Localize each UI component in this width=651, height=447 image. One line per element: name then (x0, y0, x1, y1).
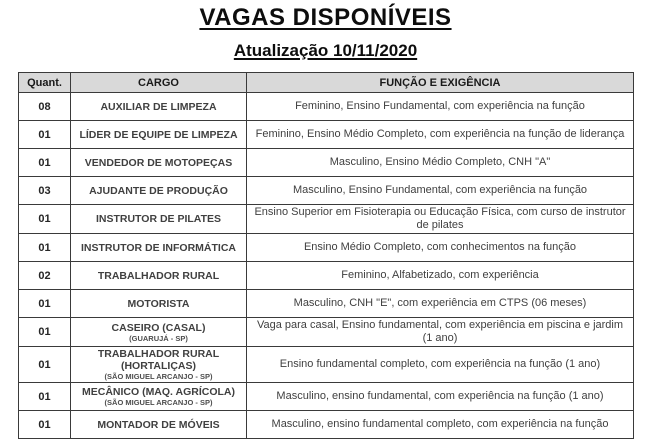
cargo-location: (GUARUJÁ - SP) (129, 333, 188, 343)
table-header-row (19, 73, 634, 93)
cargo-cell (71, 93, 247, 121)
funcao-cell: Vaga para casal, Ensino fundamental, com experiência em piscina e jardim (1 ano) (247, 318, 634, 347)
cargo-cell (71, 318, 247, 347)
cargo-cell (71, 290, 247, 318)
quantity-cell: 08 (19, 93, 71, 121)
funcao-cell: Masculino, Ensino Médio Completo, CNH "A" (247, 149, 634, 177)
cargo-name: AJUDANTE DE PRODUÇÃO (89, 184, 228, 197)
funcao-cell: Masculino, CNH "E", com experiência em CTPS (06 meses) (247, 290, 634, 318)
cargo-cell (71, 234, 247, 262)
cargo-cell (71, 411, 247, 439)
table-row (19, 383, 634, 411)
table-row (19, 93, 634, 121)
cargo-name: MONTADOR DE MÓVEIS (97, 418, 220, 431)
table-row (19, 411, 634, 439)
vacancies-table (18, 72, 634, 439)
page-title: VAGAS DISPONÍVEIS (199, 4, 452, 31)
header-cargo: CARGO (71, 73, 247, 93)
quantity-cell: 01 (19, 383, 71, 411)
quantity-cell: 03 (19, 177, 71, 205)
cargo-name: VENDEDOR DE MOTOPEÇAS (84, 156, 233, 169)
quantity-cell: 01 (19, 234, 71, 262)
cargo-name: CASEIRO (CASAL) (111, 321, 206, 334)
funcao-cell: Masculino, Ensino Fundamental, com experiência na função (247, 177, 634, 205)
funcao-cell: Feminino, Alfabetizado, com experiência (247, 262, 634, 290)
quantity-cell: 01 (19, 290, 71, 318)
funcao-cell: Ensino Médio Completo, com conhecimentos na função (247, 234, 634, 262)
funcao-cell: Masculino, ensino fundamental completo, com experiência na função (247, 411, 634, 439)
funcao-cell: Ensino fundamental completo, com experiência na função (1 ano) (247, 347, 634, 383)
table-row (19, 177, 634, 205)
table-row (19, 347, 634, 383)
cargo-name: INSTRUTOR DE INFORMÁTICA (81, 241, 236, 254)
table-row (19, 318, 634, 347)
header-funcao: FUNÇÃO E EXIGÊNCIA (247, 73, 634, 93)
table-row (19, 121, 634, 149)
quantity-cell: 01 (19, 121, 71, 149)
update-date-subtitle: Atualização 10/11/2020 (233, 41, 418, 60)
cargo-cell (71, 149, 247, 177)
cargo-name: TRABALHADOR RURAL (HORTALIÇAS) (97, 348, 220, 372)
quantity-cell: 01 (19, 318, 71, 347)
cargo-cell (71, 121, 247, 149)
quantity-cell: 01 (19, 411, 71, 439)
table-row (19, 290, 634, 318)
quantity-cell: 02 (19, 262, 71, 290)
funcao-cell: Feminino, Ensino Médio Completo, com experiência na função de liderança (247, 121, 634, 149)
cargo-name: TRABALHADOR RURAL (97, 269, 220, 282)
table-row (19, 205, 634, 234)
table-row (19, 234, 634, 262)
cargo-name: MECÂNICO (MAQ. AGRÍCOLA) (81, 386, 235, 398)
cargo-name: MOTORISTA (127, 297, 190, 310)
funcao-cell: Masculino, ensino fundamental, com experiência na função (1 ano) (247, 383, 634, 411)
table-row (19, 149, 634, 177)
cargo-cell (71, 177, 247, 205)
cargo-name: LÍDER DE EQUIPE DE LIMPEZA (79, 128, 238, 141)
cargo-location: (SÃO MIGUEL ARCANJO - SP) (104, 398, 213, 407)
quantity-cell: 01 (19, 205, 71, 234)
cargo-location: (SÃO MIGUEL ARCANJO - SP) (104, 372, 213, 381)
cargo-name: INSTRUTOR DE PILATES (95, 213, 222, 225)
funcao-cell: Ensino Superior em Fisioterapia ou Educação Física, com curso de instrutor de pilates (247, 205, 634, 234)
cargo-cell (71, 383, 247, 411)
cargo-cell (71, 347, 247, 383)
cargo-name: AUXILIAR DE LIMPEZA (100, 100, 217, 113)
cargo-cell (71, 205, 247, 234)
quantity-cell: 01 (19, 347, 71, 383)
quantity-cell: 01 (19, 149, 71, 177)
table-row (19, 262, 634, 290)
header-quantity: Quant. (19, 73, 71, 93)
funcao-cell: Feminino, Ensino Fundamental, com experiência na função (247, 93, 634, 121)
cargo-cell (71, 262, 247, 290)
